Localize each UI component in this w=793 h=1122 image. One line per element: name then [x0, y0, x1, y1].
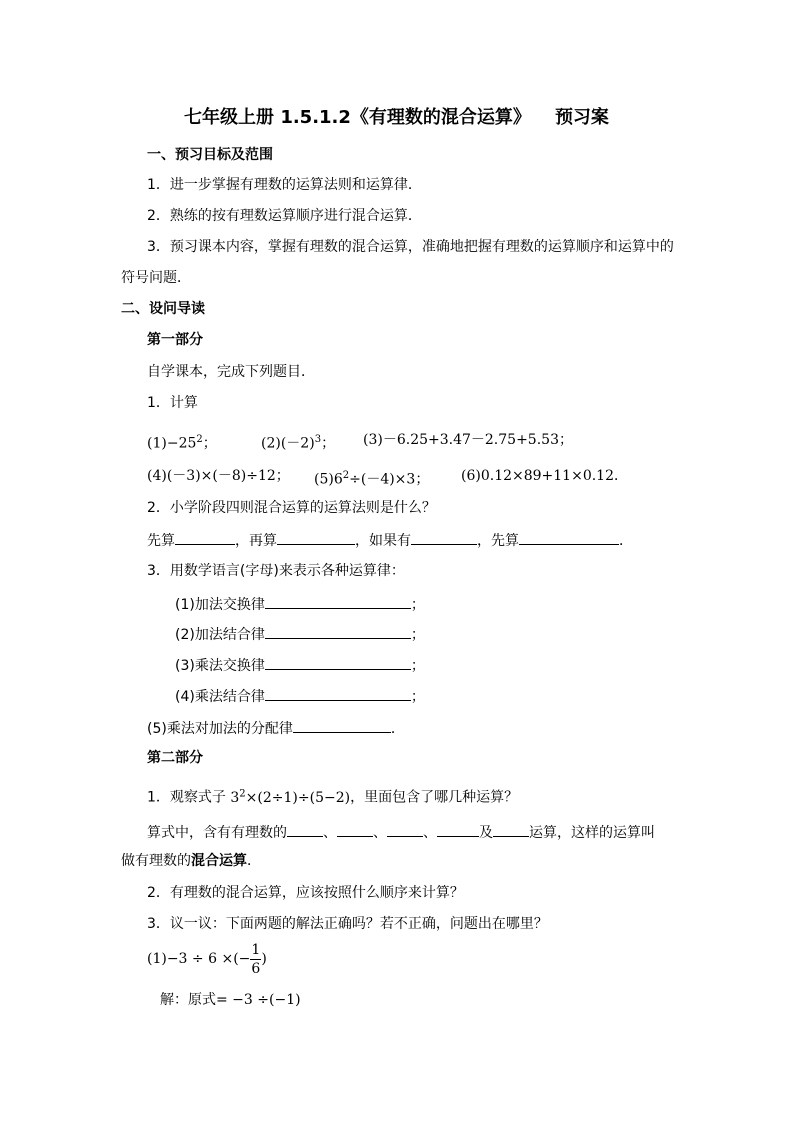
title-main: 七年级上册 1.5.1.2《有理数的混合运算》: [184, 107, 531, 128]
goal-item-3: 3．预习课本内容，掌握有理数的混合运算，准确地把握有理数的运算顺序和运算中的: [147, 239, 674, 255]
law-line-4: (4)乘法结合律 ；: [175, 685, 425, 707]
section2-heading: 二、设问导读: [121, 301, 205, 317]
blank[interactable]: [437, 821, 479, 837]
page-title: [0, 105, 793, 131]
goal-item-3-cont: 符号问题．: [121, 270, 191, 286]
law-line-3: (3)乘法交换律 ；: [175, 654, 425, 676]
q2-fill-line: 先算 ，再算 ，如果有 ，先算 ．: [147, 529, 633, 551]
calc-item-4: (4)(－3)×(－8)÷12；: [147, 468, 290, 484]
problem-1: (1)−3 ÷ 6 ×(− $\frac{1}{6}$ ): [147, 941, 267, 977]
calc-item-1: $(1)-25^2$；: [147, 434, 217, 452]
p2-q1: 1．观察式子 $3^2\times(2\div 1)\div(5-2)$，里面包含了哪几种运算？: [147, 788, 519, 806]
blank[interactable]: [265, 654, 411, 670]
p2-fill-line: 算式中，含有有理数的 、 、 、 及 运算，这样的运算叫: [147, 821, 655, 843]
q1-label: 1．计算: [147, 395, 198, 411]
calc-row-2: [147, 466, 628, 488]
part1-heading: 第一部分: [147, 332, 203, 348]
p2-q3: 3．议一议：下面两题的解法正确吗？若不正确，问题出在哪里？: [147, 916, 548, 932]
blank[interactable]: [287, 821, 323, 837]
law-line-5: (5)乘法对加法的分配律 ．: [147, 717, 405, 739]
calc-item-2: $(2)(-2)^3$；: [261, 434, 336, 452]
blank[interactable]: [519, 529, 619, 545]
blank[interactable]: [387, 821, 423, 837]
blank[interactable]: [277, 529, 355, 545]
title-suffix: 预习案: [554, 107, 609, 128]
blank[interactable]: [265, 623, 411, 639]
goal-item-1: 1．进一步掌握有理数的运算法则和运算律．: [147, 177, 422, 193]
blank[interactable]: [293, 717, 391, 733]
blank[interactable]: [493, 821, 529, 837]
blank[interactable]: [337, 821, 373, 837]
calc-item-3: (3)－6.25+3.47－2.75+5.53；: [363, 432, 573, 448]
section1-heading: 一、预习目标及范围: [147, 147, 273, 163]
fraction: $\frac{1}{6}$: [251, 941, 261, 977]
law-line-1: (1)加法交换律 ；: [175, 593, 425, 615]
law-line-2: (2)加法结合律 ；: [175, 623, 425, 645]
p2-q2: 2．有理数的混合运算，应该按照什么顺序来计算？: [147, 885, 464, 901]
calc-item-5: $(5)6^2\div(-4)\times 3$；: [314, 470, 430, 488]
blank[interactable]: [175, 529, 235, 545]
goal-item-2: 2．熟练的按有理数运算顺序进行混合运算．: [147, 208, 422, 224]
blank[interactable]: [411, 529, 477, 545]
blank[interactable]: [265, 593, 411, 609]
q3-label: 3．用数学语言(字母)来表示各种运算律：: [147, 563, 405, 579]
part2-heading: 第二部分: [147, 750, 203, 766]
solution-line: 解：原式= −3 ÷(−1): [160, 992, 301, 1008]
part1-intro: 自学课本，完成下列题目．: [147, 364, 315, 380]
blank[interactable]: [265, 685, 411, 701]
p2-fill-line-2: 做有理数的混合运算．: [121, 853, 261, 869]
calc-item-6: (6)0.12×89+11×0.12．: [461, 468, 628, 484]
q2-label: 2．小学阶段四则混合运算的运算法则是什么？: [147, 500, 436, 516]
calc-row-1: [147, 430, 573, 454]
